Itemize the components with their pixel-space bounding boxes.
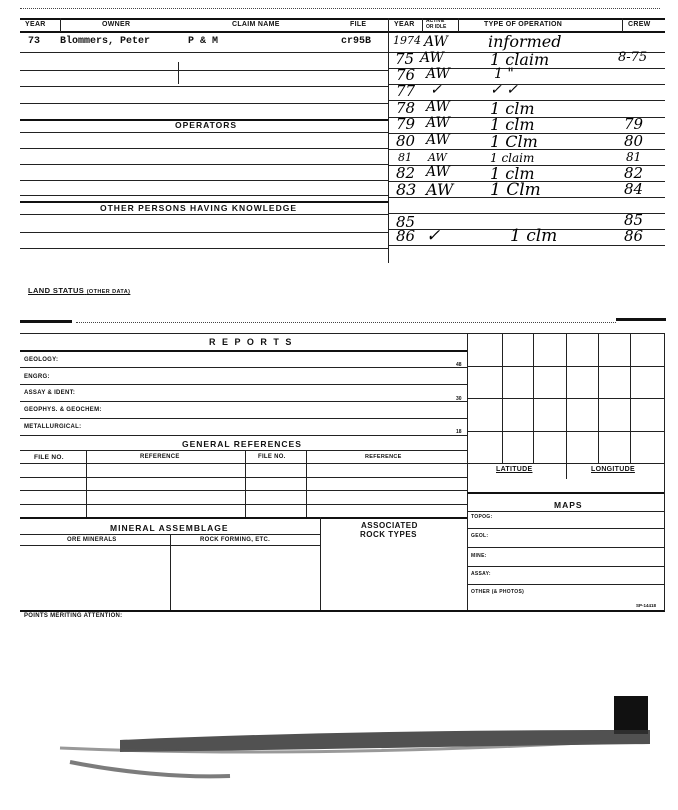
record-claim-name: P & M [188,36,219,47]
scan-bar-left [20,320,72,323]
log-year: 86 [396,227,416,245]
row-line [20,86,388,87]
log-crew: 86 [624,227,644,245]
maps-mine-label: MINE: [471,553,487,559]
header-file: FILE [350,21,367,28]
log-active: AW [428,151,447,164]
general-references-heading: GENERAL REFERENCES [182,439,302,449]
row-line [20,103,388,104]
log-operation: 1 Clm [490,180,541,200]
row-line [20,70,388,71]
refs-col [306,451,307,518]
log-active: ✓ [426,226,441,246]
log-year: 81 [398,151,412,164]
record-owner: Blommers, Peter [60,36,151,47]
rock-forming-label: ROCK FORMING, ETC. [200,537,271,543]
latitude-label: LATITUDE [496,466,533,473]
log-active: AW [424,34,448,50]
mineral-assemblage-heading: MINERAL ASSEMBLAGE [110,523,229,533]
log-crew: 79 [624,115,644,133]
log-operation: 1 clm [490,164,535,183]
log-operation: 1 claim [490,50,550,69]
log-year: 85 [396,213,416,231]
row-line [20,132,388,133]
row-line [467,528,664,529]
grid-col [566,333,567,479]
report-assay-label: ASSAY & IDENT: [24,390,76,396]
points-meriting-attention-label: POINTS MERITING ATTENTION: [24,613,123,619]
form-number: SP-14418 [636,603,657,608]
header-owner: OWNER [102,21,131,28]
log-year: 1974 [393,34,421,47]
refs-header-rule [20,463,467,464]
log-active: AW [420,50,444,66]
reports-top-rule [20,333,665,334]
header-bottom-rule [20,31,665,33]
log-operation: 1 Clm [490,132,538,151]
log-active: AW [426,66,450,82]
log-active: AW [426,180,454,199]
row-line [467,584,664,585]
log-year: 82 [396,164,416,182]
log-active: AW [426,132,450,148]
row-line [20,195,388,196]
log-crew: 85 [624,211,644,229]
header-top-rule [20,18,665,20]
refs-file-no-1: FILE NO. [34,454,64,461]
right-panel-border [467,333,468,611]
longitude-label: LONGITUDE [591,466,635,473]
row-line [467,566,664,567]
maps-topog-label: TOPOG: [471,514,493,520]
log-year: 83 [396,180,417,199]
land-status-sub: (OTHER DATA) [86,289,131,295]
log-crew: 81 [626,150,642,164]
refs-heading-rule [20,450,467,451]
grid-row [467,398,664,399]
log-active: AW [426,115,450,131]
scan-smudge [0,680,678,810]
maps-top-rule [467,492,664,494]
row-line [467,547,664,548]
land-status-title: LAND STATUS [28,286,85,295]
refs-col [245,451,246,518]
sep [458,18,459,32]
log-active: AW [426,99,450,115]
land-status-heading [28,286,130,295]
maps-heading: MAPS [554,500,583,510]
log-operation: 1 claim [490,151,535,165]
scan-bar-right [616,318,666,321]
log-operation: 1 clm [490,99,535,118]
header-type-of-operation: TYPE OF OPERATION [484,21,563,28]
row-line [20,435,467,436]
log-year: 77 [396,82,416,100]
log-operation: 1 " [494,66,514,82]
report-metallurgical-number: 18 [456,429,462,435]
log-operation: informed [488,32,562,51]
grid-row [467,366,664,367]
log-active: AW [426,164,450,180]
log-left-border [388,18,389,263]
log-crew: 84 [624,180,644,198]
row-line [20,232,388,233]
log-operation: 1 clm [490,115,535,134]
row-line [20,52,388,53]
grid-row [467,431,664,432]
row-line [20,367,467,368]
log-year: 76 [396,66,416,84]
log-crew: 8-75 [618,50,648,65]
log-crew: 80 [624,132,644,150]
refs-reference-2: REFERENCE [365,454,402,460]
row-line [20,401,467,402]
reports-heading: R E P O R T S [209,337,294,347]
rock-types-heading: ROCK TYPES [360,530,418,539]
row-line [20,148,388,149]
associated-col [320,517,321,610]
row-line [20,180,388,181]
report-metallurgical-label: METALLURGICAL: [24,424,82,430]
scan-dotted-rule [76,322,616,323]
operators-heading: OPERATORS [175,120,238,130]
header-claim-name: CLAIM NAME [232,21,280,28]
maps-assay-label: ASSAY: [471,571,491,577]
associated-heading: ASSOCIATED [361,521,418,530]
grid-row [467,463,664,464]
header-or-idle: OR IDLE [426,24,447,30]
log-year: 78 [396,99,416,117]
header-crew: CREW [628,21,651,28]
mineral-col [170,535,171,610]
sep [422,18,423,32]
record-year: 73 [28,36,41,47]
report-geology-number: 48 [456,362,462,368]
bottom-rule [20,610,665,612]
header-active: ACTIVE [426,18,445,24]
log-active: ✓ [430,82,442,98]
report-assay-number: 30 [456,396,462,402]
log-year: 79 [396,115,416,133]
row-line [20,214,388,215]
refs-reference-1: REFERENCE [140,454,180,460]
row-line [20,384,467,385]
maps-other-label: OTHER (& PHOTOS) [471,589,525,595]
maps-geol-label: GEOL: [471,533,489,539]
record-file: cr95B [341,36,372,47]
row-line [467,511,664,512]
row-mark [178,62,179,84]
report-engrg-label: ENGRG: [24,374,50,380]
row-line [20,164,388,165]
log-operation: 1 clm [510,226,558,246]
refs-bottom-rule [20,517,467,519]
row-line [20,490,467,491]
other-persons-heading: OTHER PERSONS HAVING KNOWLEDGE [100,203,298,213]
row-line [20,248,388,249]
reports-heading-rule [20,350,467,352]
ore-minerals-label: ORE MINERALS [67,537,117,543]
log-year: 80 [396,132,416,150]
row-line [20,504,467,505]
refs-col [86,451,87,518]
report-geophys-label: GEOPHYS. & GEOCHEM: [24,407,102,413]
row-line [20,418,467,419]
log-year: 75 [395,50,415,68]
header-year-2: YEAR [394,21,415,28]
refs-file-no-2: FILE NO. [258,454,286,460]
scan-noise-top [20,8,660,9]
log-operation: ✓ ✓ [490,82,518,98]
report-geology-label: GEOLOGY: [24,357,59,363]
sep [622,18,623,32]
header-year: YEAR [25,21,46,28]
sep [60,18,61,32]
right-panel-outer [664,333,665,611]
log-crew: 82 [624,164,644,182]
row-line [20,477,467,478]
